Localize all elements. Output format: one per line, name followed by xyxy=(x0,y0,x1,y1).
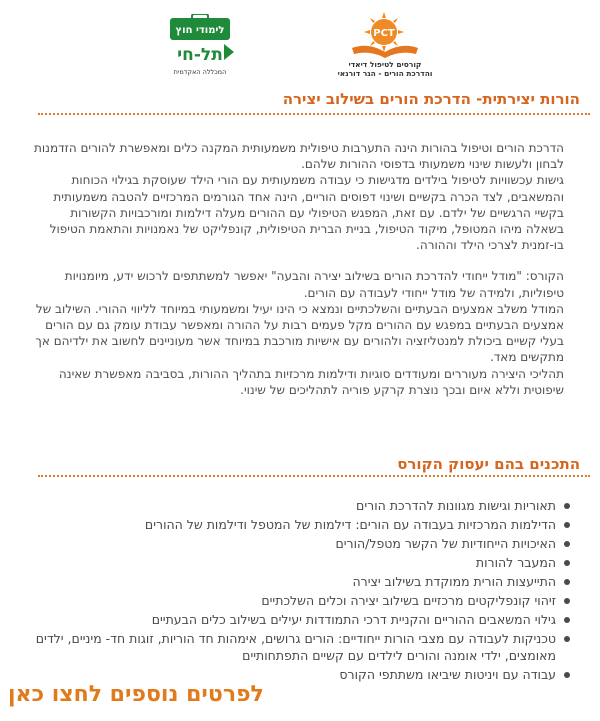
list-item: עבודה עם ויניטות שיביאו משתתפי הקורס xyxy=(12,666,572,683)
dotted-divider xyxy=(38,113,590,115)
tel-hai-logo-top: לימודי חוץ xyxy=(175,25,225,36)
list-item: האיכויות הייחודיות של הקשר מטפל/הורים xyxy=(12,535,572,552)
paragraph-gap xyxy=(34,253,564,268)
list-item: תאוריות וגישות מגוונות להדרכת הורים xyxy=(12,497,572,514)
list-item: המעבר להורות xyxy=(12,554,572,571)
list-item: הדילמות המרכזיות בעבודה עם הורים: דילמות של המטפל ודילמות של ההורים xyxy=(12,516,572,533)
tel-hai-logo-main: תל-חי xyxy=(177,45,223,65)
pct-logo-caption: קורסים לטיפול דיאדי והדרכת הורים - הגר דורנאי xyxy=(337,60,433,78)
pct-logo-text: PCT xyxy=(373,28,395,39)
paragraph: המודל משלב אמצעים הבעתיים והשלכתיים ונמצא כי הינו יעיל ומשמעותי במיוחד לליווי ההורי. השילוב של אמצעים הבעתיים במפגש עם ההורים מקל פעמים רבות על ההורה ומאפשר עבודת עומק גם עם הורים בעלי קשיים ביכולת למנטליזציה ולהורים עם אישיות מורכבת במיוחד אשר מעוניינים לחשוב את ילדיהם אך מתקשים מאד. xyxy=(35,301,564,365)
intro-text xyxy=(34,140,564,398)
course-topics-list xyxy=(12,497,572,685)
list-item: התייעצות הורית ממוקדת בשילוב יצירה xyxy=(12,573,572,590)
course-content-heading: התכנים בהם יעסוק הקורס xyxy=(397,455,580,473)
paragraph: גישות עכשוויות לטיפול בילדים מדגישות כי עבודה משמעותית עם הורי הילד שעוסקת בגילוי הכוחות והמשאבים, לצד הכרה בקשיים ושינוי דפוסים הוריים, הינה אחד הגורמים המרכזיים להטבה משמעותית בקשיי הרגשיים של ילדם. עם זאת, המפגש הטיפולי עם ההורים מעלה דילמות ומורכבויות הקשורות בשאלה מיהו המטופל, מיקוד הטיפול, בניית הברית הטיפולית, קונפליקט של נאמנויות והתאמת הטיפול בו-זמנית לצרכי הילד וההורה. xyxy=(49,173,564,253)
paragraph: הדרכת הורים וטיפול בהורות הינה התערבות טיפולית משמעותית המקנה כלים ומאפשרת להורים הזדמנות לבחון ולעשות שינוי משמעותי בדפוסי ההורות שלהם. xyxy=(34,141,564,172)
main-heading: הורות יצירתית- הדרכת הורים בשילוב יצירה xyxy=(282,90,580,108)
more-details-link[interactable]: לפרטים נוספים לחצו כאן xyxy=(8,682,264,707)
dotted-divider xyxy=(38,475,590,477)
tel-hai-logo xyxy=(160,14,240,86)
hands-icon xyxy=(350,40,420,60)
list-item: גילוי המשאבים ההוריים והקניית דרכי התמודדות יעילים בשילוב כלים הבעתיים xyxy=(12,611,572,628)
list-item: טכניקות לעבודה עם מצבי הורות ייחודיים: הורים גרושים, אימהות חד הוריות, זוגות חד- מיניים, ילדים מאומצים, ילדי אומנה והורים לילדים עם קשיים התפתחותיים xyxy=(12,630,572,664)
paragraph: הקורס: "מודל ייחודי להדרכת הורים בשילוב יצירה והבעה" יאפשר למשתתפים לרכוש ידע, מיומנויות טיפוליות, ולמידה של מודל ייחודי לעבודה עם הורים. xyxy=(64,269,564,300)
pct-logo xyxy=(330,6,440,86)
list-item: זיהוי קונפליקטים מרכזיים בשילוב יצירה וכלים השלכתיים xyxy=(12,592,572,609)
paragraph: תהליכי היצירה מעוררים ומעודדים סוגיות ודילמות מרכזיות בתהליך ההורות, בסביבה מאפשרת שאינה שיפוטית וללא איום ובכך נוצרת קרקע פוריה לתהליכים של שינוי. xyxy=(58,366,564,397)
tel-hai-logo-sub: המכללה האקדמית xyxy=(173,68,227,76)
